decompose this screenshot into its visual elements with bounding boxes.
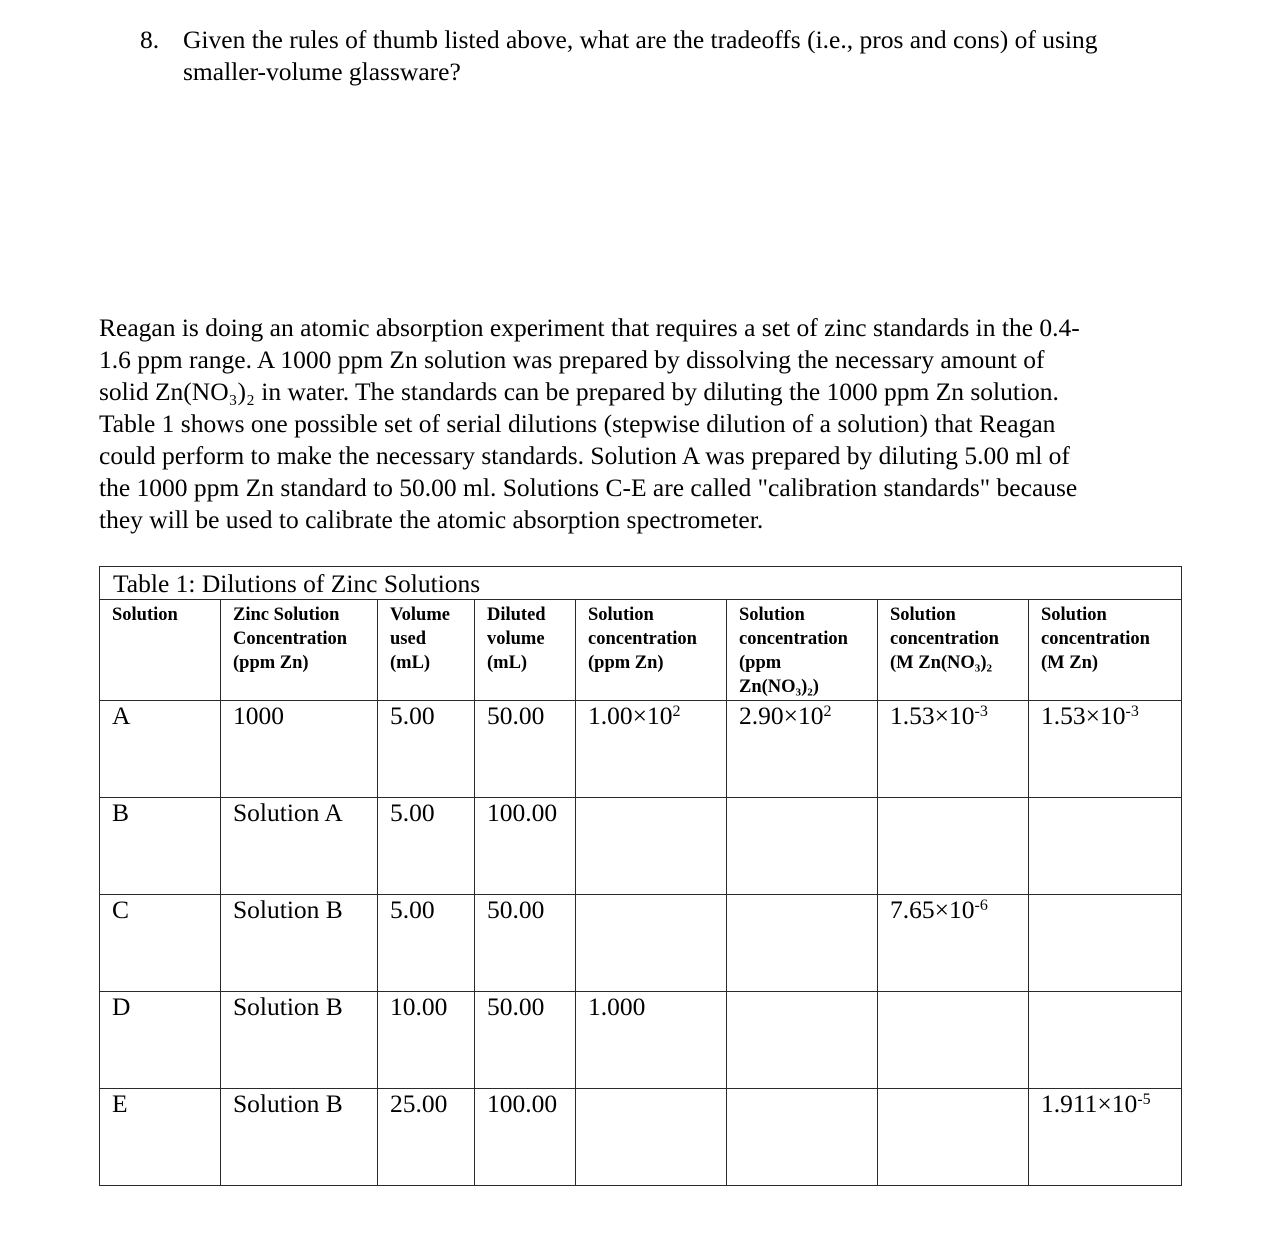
column-header [378,600,475,701]
volume-used-cell [378,701,475,798]
ppm-zn-exponent: 2 [672,703,681,720]
column-header-line: (M Zn(NO₃)₂ [890,653,993,673]
table-row [100,701,1182,798]
ppm-zn-no3-cell[interactable] [727,992,878,1089]
column-header-line: volume [487,629,545,649]
table-row [100,895,1182,992]
column-header-line: concentration [739,629,848,649]
source-solution-cell [221,701,378,798]
ppm-zn-no3-exponent: 2 [823,703,832,720]
table-body [100,701,1182,1186]
molar-zn-no3-cell[interactable] [878,992,1029,1089]
source-solution-value: Solution A [233,798,343,827]
question-8 [140,24,1200,88]
solution-value: B [112,798,130,827]
diluted-volume-cell [475,1089,576,1186]
molar-zn-no3-cell[interactable] [878,895,1029,992]
molar-zn-no3-cell[interactable] [878,798,1029,895]
column-header-line: (ppm Zn) [588,653,664,673]
diluted-volume-cell [475,895,576,992]
ppm-zn-value: 1.00×10 [588,701,673,730]
table-row [100,798,1182,895]
paragraph-line: could perform to make the necessary standards. Solution A was prepared by diluting 5.00 ml of [99,441,1070,470]
molar-zn-no3-value: 1.53×10 [890,701,975,730]
source-solution-value: Solution B [233,1089,343,1118]
volume-used-value: 25.00 [390,1089,448,1118]
dilution-table [99,566,1182,1186]
volume-used-value: 5.00 [390,701,435,730]
column-header [100,600,221,701]
molar-zn-value: 1.911×10 [1041,1089,1138,1118]
column-header-line: (ppm Zn) [233,653,309,673]
solution-value: D [112,992,131,1021]
solution-cell [100,798,221,895]
volume-used-cell [378,992,475,1089]
source-solution-cell [221,992,378,1089]
volume-used-cell [378,895,475,992]
molar-zn-exponent: -5 [1137,1091,1151,1108]
column-header-line: (M Zn) [1041,653,1099,673]
column-header-line: (mL) [487,653,528,673]
table-header-row [100,600,1182,701]
column-header-line: (ppm [739,653,782,673]
molar-zn-no3-cell[interactable] [878,1089,1029,1186]
diluted-volume-cell [475,798,576,895]
molar-zn-exponent: -3 [1125,703,1139,720]
source-solution-cell [221,798,378,895]
volume-used-value: 10.00 [390,992,448,1021]
ppm-zn-no3-cell[interactable] [727,798,878,895]
diluted-volume-value: 100.00 [487,1089,558,1118]
solution-cell [100,895,221,992]
volume-used-cell [378,798,475,895]
table-caption: Table 1: Dilutions of Zinc Solutions [100,567,1182,600]
paragraph-line: solid Zn(NO₃)₂ in water. The standards can be prepared by diluting the 1000 ppm Zn solution. [99,377,1059,406]
paragraph-line: Table 1 shows one possible set of serial dilutions (stepwise dilution of a solution) that Reagan [99,409,1056,438]
ppm-zn-no3-value: 2.90×10 [739,701,824,730]
diluted-volume-value: 50.00 [487,992,545,1021]
column-header [576,600,727,701]
column-header-line: Zn(NO₃)₂) [739,677,819,697]
ppm-zn-no3-cell[interactable] [727,1089,878,1186]
question-line-2: smaller-volume glassware? [183,57,461,86]
diluted-volume-value: 100.00 [487,798,558,827]
column-header-line: concentration [890,629,999,649]
column-header [221,600,378,701]
molar-zn-cell[interactable] [1029,798,1182,895]
diluted-volume-cell [475,701,576,798]
column-header-line: Zinc Solution [233,605,340,625]
problem-paragraph [99,312,1189,536]
solution-cell [100,1089,221,1186]
table-row [100,992,1182,1089]
column-header-line: Solution [890,605,956,625]
source-solution-cell [221,895,378,992]
molar-zn-no3-exponent: -6 [974,897,988,914]
solution-value: A [112,701,131,730]
question-line-1: Given the rules of thumb listed above, what are the tradeoffs (i.e., pros and cons) of using [183,25,1098,54]
molar-zn-value: 1.53×10 [1041,701,1126,730]
source-solution-cell [221,1089,378,1186]
column-header-line: used [390,629,426,649]
column-header-line: Solution [739,605,805,625]
molar-zn-cell[interactable] [1029,895,1182,992]
ppm-zn-cell[interactable] [576,798,727,895]
ppm-zn-value: 1.000 [588,992,646,1021]
molar-zn-cell[interactable] [1029,1089,1182,1186]
column-header-line: Solution [588,605,654,625]
ppm-zn-cell[interactable] [576,1089,727,1186]
paragraph-line: they will be used to calibrate the atomic absorption spectrometer. [99,505,764,534]
column-header-line: concentration [588,629,697,649]
solution-cell [100,992,221,1089]
column-header-line: Diluted [487,605,546,625]
molar-zn-no3-exponent: -3 [974,703,988,720]
source-solution-value: Solution B [233,895,343,924]
molar-zn-cell[interactable] [1029,992,1182,1089]
source-solution-value: Solution B [233,992,343,1021]
paragraph-line: 1.6 ppm range. A 1000 ppm Zn solution was prepared by dissolving the necessary amount of [99,345,1045,374]
volume-used-value: 5.00 [390,895,435,924]
diluted-volume-value: 50.00 [487,701,545,730]
ppm-zn-no3-cell[interactable] [727,895,878,992]
ppm-zn-no3-cell[interactable] [727,701,878,798]
molar-zn-cell[interactable] [1029,701,1182,798]
volume-used-value: 5.00 [390,798,435,827]
column-header-line: Concentration [233,629,348,649]
volume-used-cell [378,1089,475,1186]
paragraph-line: the 1000 ppm Zn standard to 50.00 ml. Solutions C-E are called "calibration standards" because [99,473,1078,502]
column-header [727,600,878,701]
column-header [878,600,1029,701]
column-header-line: (mL) [390,653,431,673]
ppm-zn-cell[interactable] [576,992,727,1089]
source-solution-value: 1000 [233,701,284,730]
column-header [1029,600,1182,701]
ppm-zn-cell[interactable] [576,895,727,992]
column-header-line: Solution [1041,605,1107,625]
diluted-volume-cell [475,992,576,1089]
molar-zn-no3-value: 7.65×10 [890,895,975,924]
molar-zn-no3-cell[interactable] [878,701,1029,798]
question-text [183,24,1200,88]
table-row [100,1089,1182,1186]
column-header-line: Volume [390,605,450,625]
solution-value: C [112,895,130,924]
question-number: 8. [140,25,160,54]
column-header-line: concentration [1041,629,1150,649]
solution-cell [100,701,221,798]
column-header-line: Solution [112,605,178,625]
column-header [475,600,576,701]
diluted-volume-value: 50.00 [487,895,545,924]
ppm-zn-cell[interactable] [576,701,727,798]
paragraph-line: Reagan is doing an atomic absorption experiment that requires a set of zinc standards in the 0.4- [99,313,1080,342]
solution-value: E [112,1089,128,1118]
